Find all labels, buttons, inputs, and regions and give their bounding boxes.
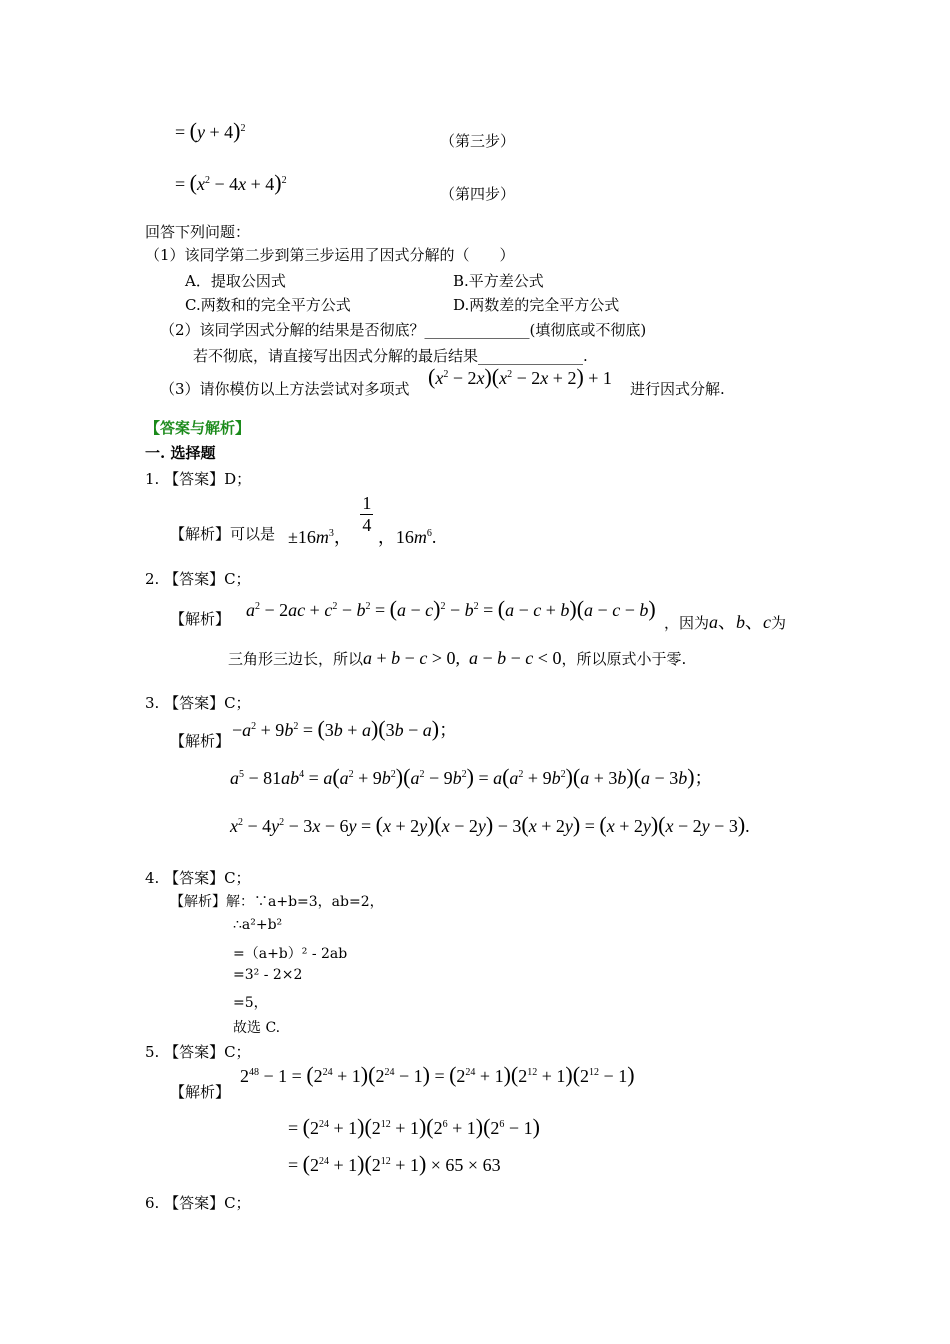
answer-5-explain: 【解析】 <box>170 1083 231 1101</box>
option-d: D.两数差的完全平方公式 <box>453 296 620 314</box>
answer-2-math: $a^2 - 2ac + c^2 - b^2 = (a - c)^2 - b^2 = (a - c + b)(a - c - b)$ <box>246 596 656 621</box>
step4-expression: = $(x^2 - 4x + 4)^2$ <box>175 170 287 195</box>
questions-intro: 回答下列问题： <box>145 223 251 241</box>
answer-2-line2: 三角形三边长，所以a + b − c > 0, a − b − c < 0，所以原式小于零. <box>228 648 687 668</box>
answer-5-math-3: = $(2^{24} + 1)(2^{12} + 1) \times 65 \times 63$ <box>288 1151 501 1176</box>
step4-label: （第四步） <box>440 185 516 203</box>
answer-4-line2: ∴a²+b² <box>233 917 283 933</box>
answer-2-because: ，因为a、b、c为 <box>664 612 787 632</box>
answer-4-line5: =5， <box>233 995 268 1011</box>
answer-4-line3: =（a+b）² - 2ab <box>233 946 348 962</box>
option-c: C.两数和的完全平方公式 <box>185 296 351 314</box>
question-2b: 若不彻底，请直接写出因式分解的最后结果______________. <box>193 347 588 365</box>
question-3-suffix: 进行因式分解. <box>630 380 725 398</box>
answers-header: 【答案与解析】 <box>145 419 251 437</box>
question-1: （1）该同学第二步到第三步运用了因式分解的（ ） <box>145 246 515 264</box>
answer-2-explain: 【解析】 <box>170 610 231 628</box>
answer-3-math-3: $x^2 - 4y^2 - 3x - 6y = (x + 2y)(x - 2y) - 3(x + 2y) = (x + 2y)(x - 2y - 3)$. <box>230 812 750 837</box>
question-2: （2）该同学因式分解的结果是否彻底？______________(填彻底或不彻底) <box>160 321 647 339</box>
option-a: A．提取公因式 <box>185 272 286 290</box>
step3-label: （第三步） <box>440 132 516 150</box>
answer-5-math-2: = $(2^{24} + 1)(2^{12} + 1)(2^6 + 1)(2^6 - 1)$ <box>288 1114 540 1139</box>
line2-suffix: ，所以原式小于零. <box>561 650 687 668</box>
answer-4-line4: =3² - 2×2 <box>233 967 303 983</box>
wei-text: 为 <box>771 614 787 632</box>
question-3-polynomial: $(x^2 - 2x)(x^2 - 2x + 2) + 1$ <box>428 364 612 389</box>
answer-2: 2. 【答案】C； <box>145 570 251 588</box>
option-b: B.平方差公式 <box>453 272 544 290</box>
answer-5-math-1: $2^{48} - 1 = (2^{24} + 1)(2^{24} - 1) = (2^{24} + 1)(2^{12} + 1)(2^{12} - 1)$ <box>240 1062 635 1087</box>
answer-5: 5. 【答案】C； <box>145 1043 251 1061</box>
answer-3-math-2: $a^5 - 81ab^4 = a(a^2 + 9b^2)(a^2 - 9b^2) = a(a^2 + 9b^2)(a + 3b)(a - 3b)$； <box>230 764 713 789</box>
answer-1-math: $\pm 16m^3$， $\frac{1}{4}$ ，$16m^6$. <box>288 493 437 547</box>
answer-6: 6. 【答案】C； <box>145 1194 251 1212</box>
answer-4-line6: 故选 C. <box>233 1020 281 1036</box>
line2-prefix: 三角形三边长，所以 <box>228 650 364 668</box>
step3-expression: = $(y + 4)^2$ <box>175 118 246 143</box>
answer-3-explain: 【解析】 <box>170 732 231 750</box>
answer-1-explain: 【解析】可以是 <box>170 525 276 543</box>
section-title: 一. 选择题 <box>145 444 216 462</box>
answer-4: 4. 【答案】C； <box>145 869 251 887</box>
because-text: ，因为 <box>664 614 710 632</box>
answer-3: 3. 【答案】C； <box>145 694 251 712</box>
question-3-prefix: （3）请你模仿以上方法尝试对多项式 <box>160 380 410 398</box>
answer-4-explain: 【解析】解：∵a+b=3，ab=2， <box>170 894 384 910</box>
answer-3-math-1: $-a^2 + 9b^2 = (3b + a)(3b - a)$； <box>232 716 458 741</box>
answer-1: 1. 【答案】D； <box>145 470 252 488</box>
